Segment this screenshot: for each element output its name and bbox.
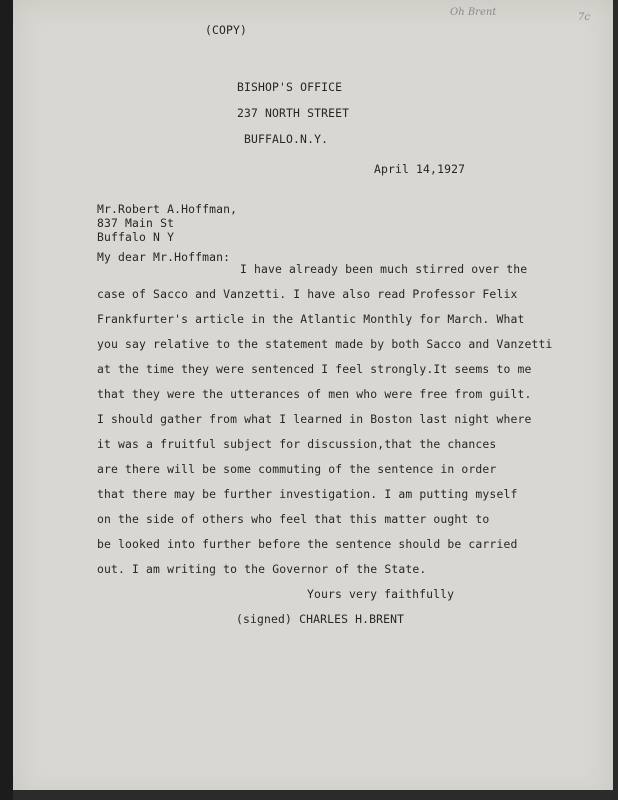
archive-corner-number: 7c xyxy=(578,12,590,23)
body-line: at the time they were sentenced I feel strongly.It seems to me xyxy=(97,362,532,376)
letterhead-office: BISHOP'S OFFICE xyxy=(237,80,343,94)
recipient-city: Buffalo N Y xyxy=(97,230,175,244)
archive-note: Oh Brent xyxy=(450,7,497,18)
body-line: that they were the utterances of men who were free from guilt. xyxy=(97,387,532,401)
body-line: are there will be some commuting of the sentence in order xyxy=(97,462,497,476)
letter-date: April 14,1927 xyxy=(374,162,466,176)
scan-border-bottom xyxy=(13,790,613,800)
body-line: it was a fruitful subject for discussion,that the chances xyxy=(97,437,497,451)
body-line: out. I am writing to the Governor of the State. xyxy=(97,562,427,576)
body-line: on the side of others who feel that this matter ought to xyxy=(97,512,490,526)
body-line: Frankfurter's article in the Atlantic Monthly for March. What xyxy=(97,312,525,326)
scan-border-left xyxy=(0,0,13,800)
scan-border-right xyxy=(613,0,618,800)
body-line: be looked into further before the sentence should be carried xyxy=(97,537,518,551)
letterhead-street: 237 NORTH STREET xyxy=(237,106,350,120)
copy-mark: (COPY) xyxy=(205,23,248,37)
salutation: My dear Mr.Hoffman: xyxy=(97,250,231,264)
closing: Yours very faithfully xyxy=(307,587,455,601)
body-line: I have already been much stirred over the xyxy=(240,262,528,276)
letterhead-city: BUFFALO.N.Y. xyxy=(244,132,329,146)
body-line: I should gather from what I learned in Boston last night where xyxy=(97,412,532,426)
body-line: that there may be further investigation. I am putting myself xyxy=(97,487,518,501)
recipient-street: 837 Main St xyxy=(97,216,175,230)
recipient-name: Mr.Robert A.Hoffman, xyxy=(97,202,238,216)
body-line: you say relative to the statement made by both Sacco and Vanzetti xyxy=(97,337,553,351)
signature: (signed) CHARLES H.BRENT xyxy=(236,612,405,626)
body-line: case of Sacco and Vanzetti. I have also read Professor Felix xyxy=(97,287,518,301)
